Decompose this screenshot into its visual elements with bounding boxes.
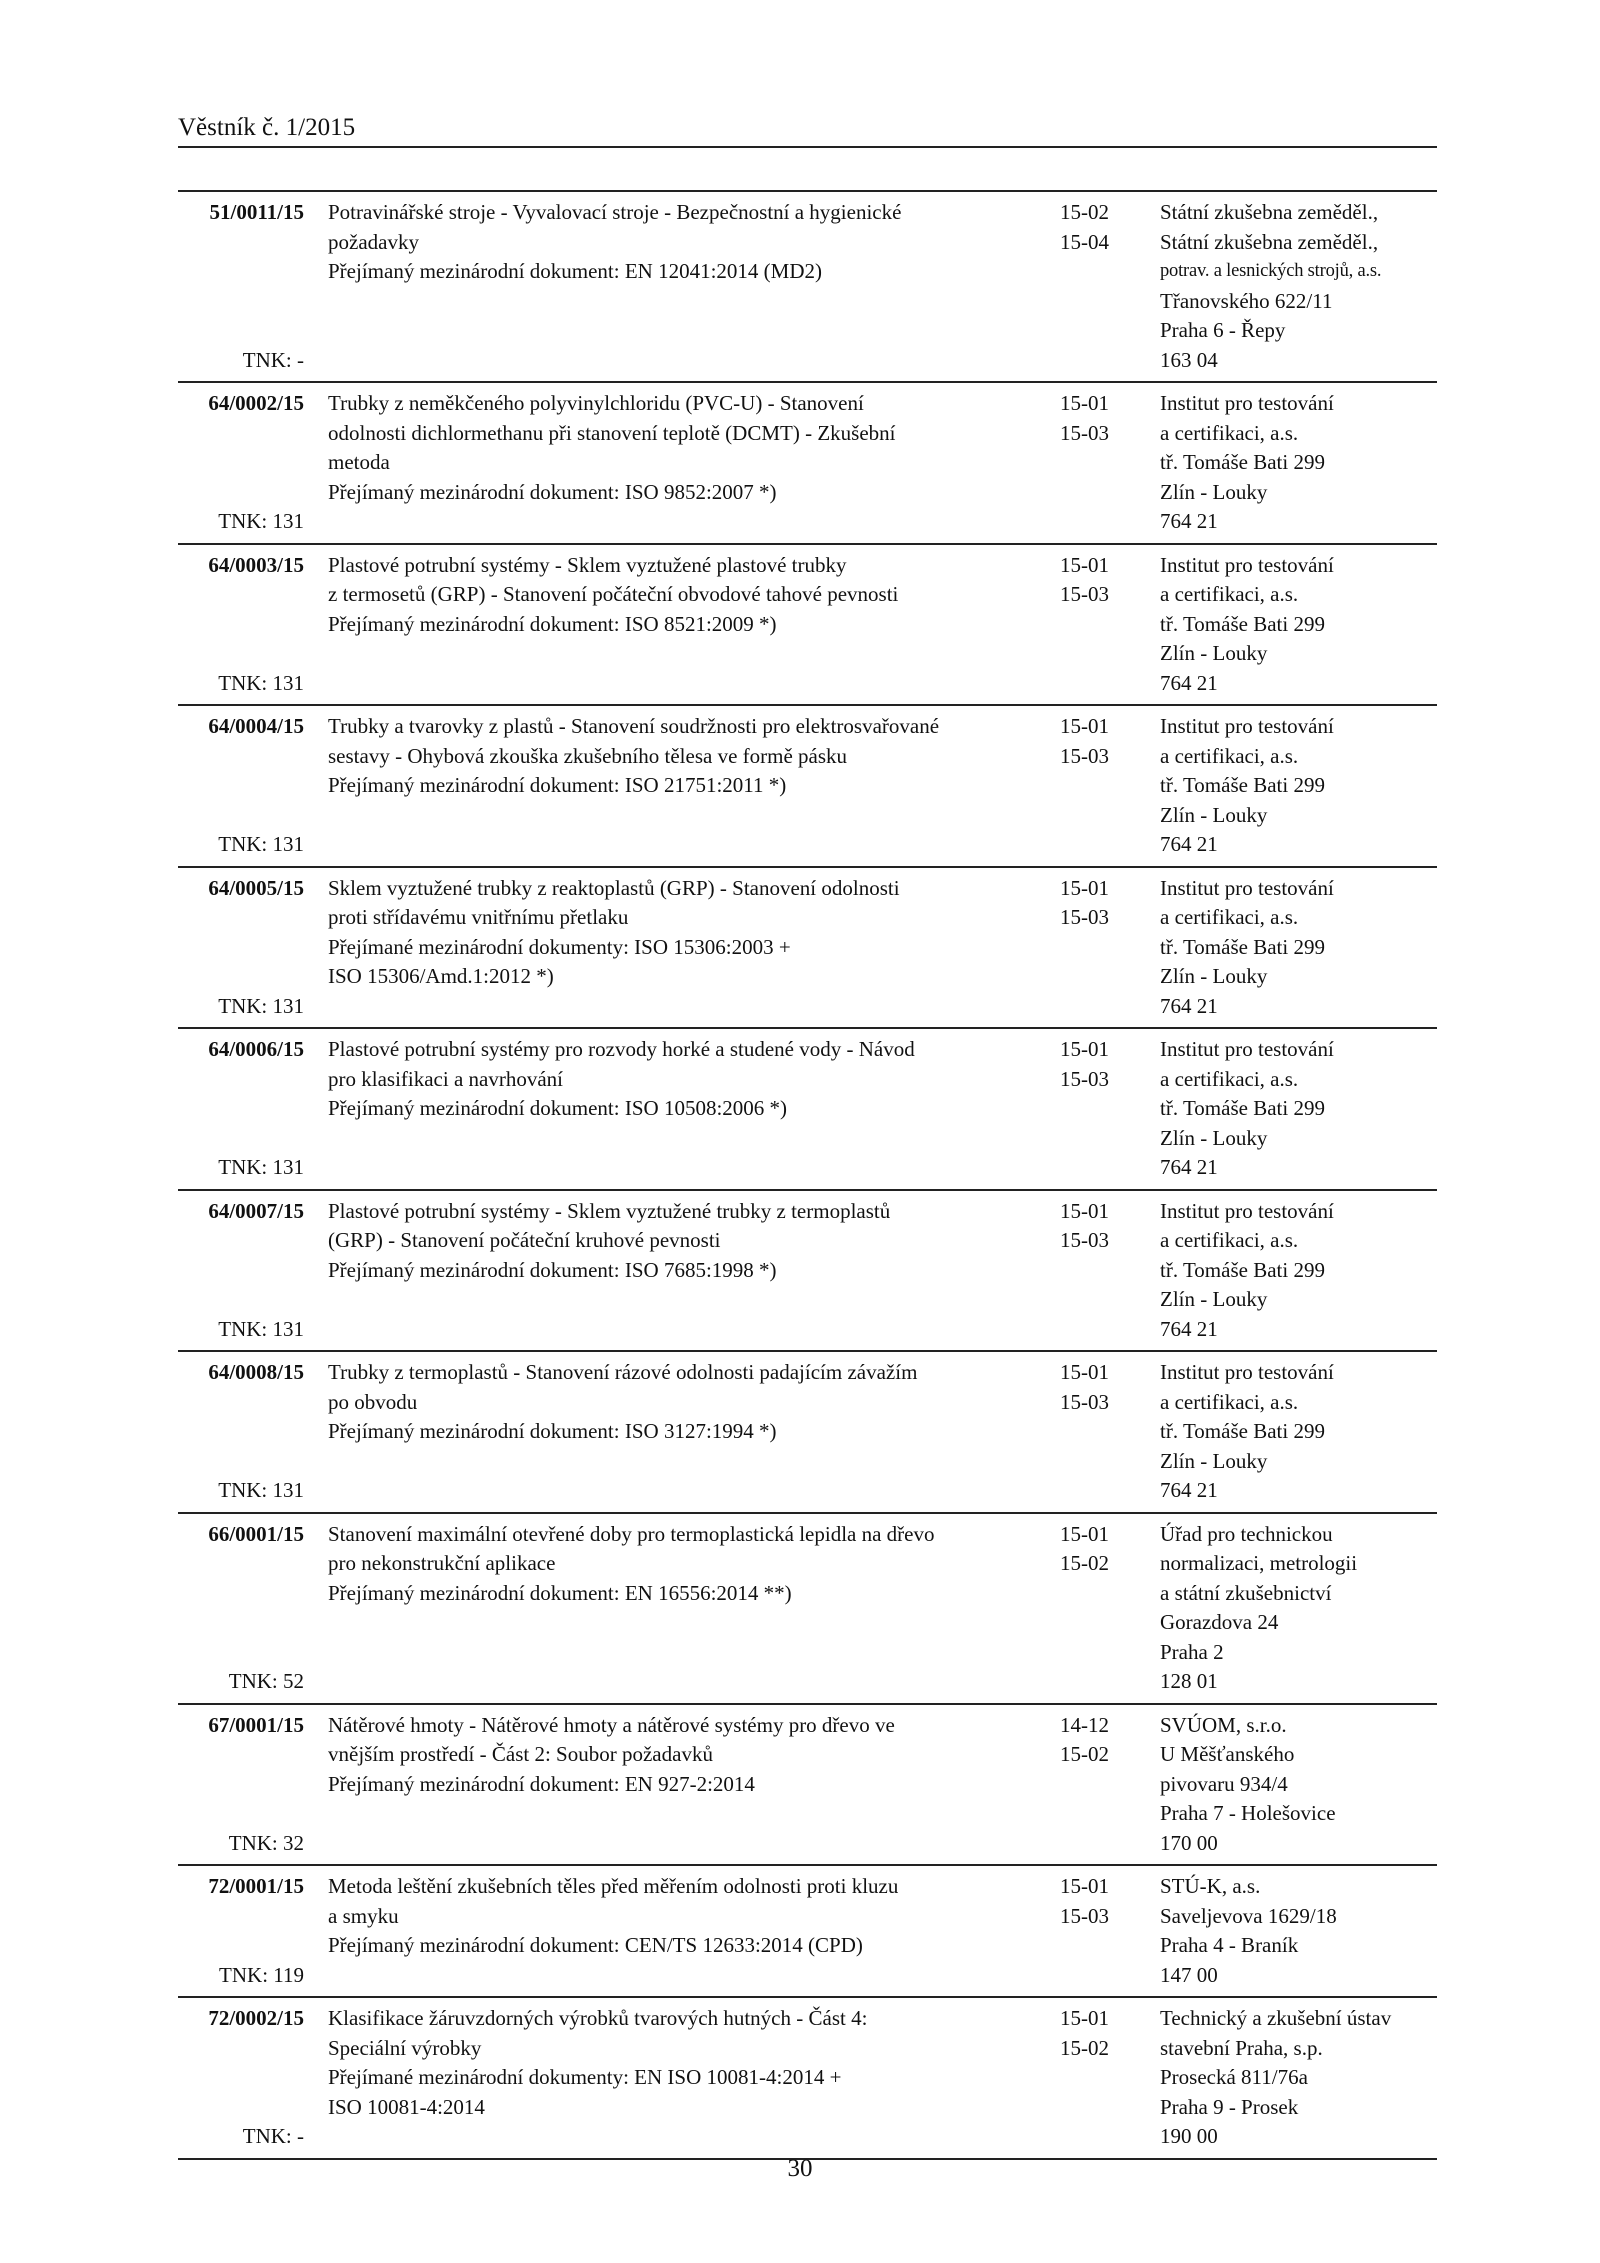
table-row bbox=[178, 1514, 1437, 1705]
address-line: 190 00 bbox=[1160, 2124, 1218, 2148]
title-line: Přejímaný mezinárodní dokument: ISO 10508:2006 *) bbox=[328, 1096, 788, 1120]
title-line: Trubky z termoplastů - Stanovení rázové odolnosti padajícím závažím bbox=[328, 1360, 918, 1384]
address-line: tř. Tomáše Bati 299 bbox=[1160, 1419, 1325, 1443]
address-line: potrav. a lesnických strojů, a.s. bbox=[1160, 261, 1382, 281]
date-value: 15-01 bbox=[1060, 2006, 1109, 2030]
address-line: Zlín - Louky bbox=[1160, 802, 1268, 827]
title-line: Trubky a tvarovky z plastů - Stanovení soudržnosti pro elektrosvařované bbox=[328, 714, 940, 738]
standard-title-cell bbox=[328, 1035, 1060, 1183]
address-line: 764 21 bbox=[1160, 670, 1218, 695]
address-line: Zlín - Louky bbox=[1160, 641, 1268, 665]
standard-title-cell bbox=[328, 874, 1060, 1022]
title-line: ISO 15306/Amd.1:2012 *) bbox=[328, 964, 554, 988]
page-header bbox=[178, 112, 1437, 148]
date-value: 15-03 bbox=[1060, 743, 1109, 768]
address-line: Institut pro testování bbox=[1160, 1198, 1334, 1223]
address-line: a státní zkušebnictví bbox=[1160, 1580, 1332, 1605]
date-value: 15-02 bbox=[1060, 1551, 1109, 1575]
address-line: Praha 7 - Holešovice bbox=[1160, 1801, 1336, 1825]
address-line: tř. Tomáše Bati 299 bbox=[1160, 773, 1325, 797]
standard-id-cell bbox=[178, 1520, 328, 1697]
standard-id-cell bbox=[178, 1197, 328, 1345]
address-line: Institut pro testování bbox=[1160, 714, 1334, 738]
title-line: proti střídavému vnitřnímu přetlaku bbox=[328, 905, 629, 929]
title-line: Speciální výrobky bbox=[328, 2035, 482, 2060]
tnk-label: TNK: 119 bbox=[219, 1962, 304, 1987]
processor-address-cell bbox=[1160, 712, 1437, 860]
processor-address-cell bbox=[1160, 2004, 1437, 2152]
date-value: 15-03 bbox=[1060, 1903, 1109, 1928]
address-line: Saveljevova 1629/18 bbox=[1160, 1903, 1337, 1928]
address-line: a certifikaci, a.s. bbox=[1160, 582, 1299, 606]
table-row bbox=[178, 1191, 1437, 1353]
dates-cell bbox=[1060, 874, 1160, 1022]
address-line: a certifikaci, a.s. bbox=[1160, 1228, 1299, 1252]
processor-address-cell bbox=[1160, 1197, 1437, 1345]
date-value: 15-03 bbox=[1060, 420, 1109, 445]
title-line: Přejímaný mezinárodní dokument: ISO 8521:2009 *) bbox=[328, 611, 777, 636]
tnk-label: TNK: 131 bbox=[218, 832, 304, 856]
address-line: Zlín - Louky bbox=[1160, 1287, 1268, 1311]
address-line: 764 21 bbox=[1160, 509, 1218, 533]
address-line: Úřad pro technickou bbox=[1160, 1521, 1333, 1546]
standard-number: 72/0001/15 bbox=[208, 1874, 304, 1898]
standard-id-cell bbox=[178, 1711, 328, 1859]
standard-title-cell bbox=[328, 1711, 1060, 1859]
dates-cell bbox=[1060, 1035, 1160, 1183]
dates-cell bbox=[1060, 1520, 1160, 1697]
standard-number: 51/0011/15 bbox=[209, 200, 304, 224]
title-line: ISO 10081-4:2014 bbox=[328, 2094, 485, 2119]
standard-title-cell bbox=[328, 1872, 1060, 1990]
title-line: Přejímané mezinárodní dokumenty: ISO 15306:2003 + bbox=[328, 934, 791, 959]
table-row bbox=[178, 383, 1437, 545]
dates-cell bbox=[1060, 551, 1160, 699]
tnk-label: TNK: 131 bbox=[218, 1478, 304, 1502]
standard-id-cell bbox=[178, 2004, 328, 2152]
standard-id-cell bbox=[178, 1872, 328, 1990]
table-row bbox=[178, 1352, 1437, 1514]
title-line: pro nekonstrukční aplikace bbox=[328, 1551, 556, 1575]
table-row bbox=[178, 1705, 1437, 1867]
address-line: normalizaci, metrologii bbox=[1160, 1551, 1358, 1575]
processor-address-cell bbox=[1160, 551, 1437, 699]
standard-number: 64/0007/15 bbox=[208, 1198, 304, 1223]
title-line: Plastové potrubní systémy - Sklem vyztužené trubky z termoplastů bbox=[328, 1198, 891, 1223]
address-line: Státní zkušebna zeměděl., bbox=[1160, 200, 1379, 224]
title-line: metoda bbox=[328, 450, 390, 474]
address-line: tř. Tomáše Bati 299 bbox=[1160, 611, 1325, 636]
address-line: Praha 6 - Řepy bbox=[1160, 318, 1286, 342]
standard-id-cell bbox=[178, 389, 328, 537]
tnk-label: TNK: - bbox=[242, 347, 304, 372]
title-line: Přejímaný mezinárodní dokument: ISO 9852:2007 *) bbox=[328, 479, 777, 504]
address-line: Zlín - Louky bbox=[1160, 479, 1268, 504]
title-line: Přejímaný mezinárodní dokument: CEN/TS 12633:2014 (CPD) bbox=[328, 1933, 863, 1957]
address-line: Státní zkušebna zeměděl., bbox=[1160, 229, 1379, 254]
address-line: a certifikaci, a.s. bbox=[1160, 1066, 1299, 1091]
address-line: Praha 2 bbox=[1160, 1639, 1224, 1664]
tnk-label: TNK: - bbox=[242, 2124, 304, 2148]
address-line: tř. Tomáše Bati 299 bbox=[1160, 450, 1325, 474]
title-line: Přejímaný mezinárodní dokument: EN 927-2:2014 bbox=[328, 1771, 755, 1796]
tnk-label: TNK: 52 bbox=[228, 1669, 304, 1693]
processor-address-cell bbox=[1160, 1711, 1437, 1859]
address-line: SVÚOM, s.r.o. bbox=[1160, 1712, 1287, 1737]
address-line: 764 21 bbox=[1160, 1478, 1218, 1502]
date-value: 15-03 bbox=[1060, 582, 1109, 606]
address-line: Praha 4 - Braník bbox=[1160, 1933, 1299, 1957]
address-line: U Měšťanského bbox=[1160, 1742, 1295, 1766]
processor-address-cell bbox=[1160, 1872, 1437, 1990]
address-line: tř. Tomáše Bati 299 bbox=[1160, 934, 1325, 959]
standard-number: 67/0001/15 bbox=[208, 1712, 304, 1737]
address-line: pivovaru 934/4 bbox=[1160, 1771, 1288, 1796]
table-row bbox=[178, 1029, 1437, 1191]
title-line: Přejímaný mezinárodní dokument: EN 12041:2014 (MD2) bbox=[328, 259, 823, 283]
standard-title-cell bbox=[328, 551, 1060, 699]
dates-cell bbox=[1060, 198, 1160, 375]
title-line: sestavy - Ohybová zkouška zkušebního tělesa ve formě pásku bbox=[328, 743, 848, 768]
address-line: 128 01 bbox=[1160, 1669, 1218, 1693]
standard-number: 66/0001/15 bbox=[208, 1521, 304, 1546]
title-line: pro klasifikaci a navrhování bbox=[328, 1066, 563, 1091]
date-value: 15-01 bbox=[1060, 714, 1109, 738]
address-line: tř. Tomáše Bati 299 bbox=[1160, 1096, 1325, 1120]
date-value: 15-01 bbox=[1060, 391, 1109, 415]
date-value: 15-01 bbox=[1060, 875, 1109, 900]
dates-cell bbox=[1060, 2004, 1160, 2152]
dates-cell bbox=[1060, 1711, 1160, 1859]
tnk-label: TNK: 131 bbox=[218, 509, 304, 533]
standard-id-cell bbox=[178, 874, 328, 1022]
standard-id-cell bbox=[178, 1358, 328, 1506]
address-line: Institut pro testování bbox=[1160, 552, 1334, 577]
standard-title-cell bbox=[328, 1197, 1060, 1345]
standard-number: 64/0006/15 bbox=[208, 1037, 304, 1061]
standard-title-cell bbox=[328, 1358, 1060, 1506]
address-line: Institut pro testování bbox=[1160, 1360, 1334, 1384]
title-line: Přejímaný mezinárodní dokument: ISO 21751:2011 *) bbox=[328, 773, 787, 797]
date-value: 15-03 bbox=[1060, 905, 1109, 929]
standard-title-cell bbox=[328, 2004, 1060, 2152]
date-value: 15-03 bbox=[1060, 1066, 1109, 1091]
processor-address-cell bbox=[1160, 1358, 1437, 1506]
standard-id-cell bbox=[178, 1035, 328, 1183]
title-line: Sklem vyztužené trubky z reaktoplastů (GRP) - Stanovení odolnosti bbox=[328, 875, 900, 900]
dates-cell bbox=[1060, 1197, 1160, 1345]
address-line: a certifikaci, a.s. bbox=[1160, 420, 1299, 445]
standard-id-cell bbox=[178, 712, 328, 860]
standard-title-cell bbox=[328, 712, 1060, 860]
standard-number: 64/0003/15 bbox=[208, 552, 304, 577]
title-line: Metoda leštění zkušebních těles před měřením odolnosti proti kluzu bbox=[328, 1874, 899, 1898]
journal-title: Věstník č. 1/2015 bbox=[178, 114, 356, 141]
tnk-label: TNK: 131 bbox=[218, 670, 304, 695]
tnk-label: TNK: 131 bbox=[218, 1155, 304, 1179]
standard-title-cell bbox=[328, 1520, 1060, 1697]
standard-title-cell bbox=[328, 389, 1060, 537]
date-value: 15-01 bbox=[1060, 1874, 1109, 1898]
title-line: Stanovení maximální otevřené doby pro termoplastická lepidla na dřevo bbox=[328, 1521, 935, 1546]
address-line: 764 21 bbox=[1160, 1316, 1218, 1341]
title-line: Potravinářské stroje - Vyvalovací stroje - Bezpečnostní a hygienické bbox=[328, 200, 902, 224]
standard-title-cell bbox=[328, 198, 1060, 375]
date-value: 15-04 bbox=[1060, 229, 1109, 254]
address-line: Institut pro testování bbox=[1160, 875, 1334, 900]
title-line: Přejímaný mezinárodní dokument: EN 16556:2014 **) bbox=[328, 1580, 792, 1605]
address-line: 163 04 bbox=[1160, 347, 1218, 372]
date-value: 15-03 bbox=[1060, 1389, 1109, 1414]
address-line: tř. Tomáše Bati 299 bbox=[1160, 1257, 1325, 1282]
address-line: Zlín - Louky bbox=[1160, 1125, 1268, 1150]
table-row bbox=[178, 192, 1437, 383]
address-line: Gorazdova 24 bbox=[1160, 1610, 1279, 1634]
dates-cell bbox=[1060, 389, 1160, 537]
date-value: 15-01 bbox=[1060, 1037, 1109, 1061]
address-line: a certifikaci, a.s. bbox=[1160, 1389, 1299, 1414]
processor-address-cell bbox=[1160, 198, 1437, 375]
standard-number: 72/0002/15 bbox=[208, 2006, 304, 2030]
address-line: 764 21 bbox=[1160, 1155, 1218, 1179]
address-line: Zlín - Louky bbox=[1160, 964, 1268, 988]
table-row bbox=[178, 1866, 1437, 1998]
standard-number: 64/0002/15 bbox=[208, 391, 304, 415]
address-line: Třanovského 622/11 bbox=[1160, 288, 1333, 313]
address-line: a certifikaci, a.s. bbox=[1160, 905, 1299, 929]
processor-address-cell bbox=[1160, 389, 1437, 537]
address-line: Prosecká 811/76a bbox=[1160, 2065, 1308, 2089]
title-line: a smyku bbox=[328, 1903, 399, 1928]
dates-cell bbox=[1060, 712, 1160, 860]
table-row bbox=[178, 1998, 1437, 2160]
date-value: 14-12 bbox=[1060, 1712, 1109, 1737]
title-line: Přejímaný mezinárodní dokument: ISO 7685:1998 *) bbox=[328, 1257, 777, 1282]
address-line: Institut pro testování bbox=[1160, 391, 1334, 415]
title-line: vnějším prostředí - Část 2: Soubor požadavků bbox=[328, 1742, 713, 1766]
title-line: po obvodu bbox=[328, 1389, 418, 1414]
date-value: 15-03 bbox=[1060, 1228, 1109, 1252]
tnk-label: TNK: 131 bbox=[218, 993, 304, 1018]
table-row bbox=[178, 545, 1437, 707]
title-line: požadavky bbox=[328, 229, 419, 254]
address-line: 170 00 bbox=[1160, 1830, 1218, 1855]
title-line: (GRP) - Stanovení počáteční kruhové pevnosti bbox=[328, 1228, 721, 1252]
processor-address-cell bbox=[1160, 1520, 1437, 1697]
date-value: 15-02 bbox=[1060, 1742, 1109, 1766]
date-value: 15-01 bbox=[1060, 552, 1109, 577]
date-value: 15-01 bbox=[1060, 1198, 1109, 1223]
title-line: Přejímané mezinárodní dokumenty: EN ISO 10081-4:2014 + bbox=[328, 2065, 842, 2089]
title-line: Plastové potrubní systémy pro rozvody horké a studené vody - Návod bbox=[328, 1037, 915, 1061]
date-value: 15-02 bbox=[1060, 200, 1109, 224]
tnk-label: TNK: 32 bbox=[228, 1830, 304, 1855]
title-line: Přejímaný mezinárodní dokument: ISO 3127:1994 *) bbox=[328, 1419, 777, 1443]
processor-address-cell bbox=[1160, 874, 1437, 1022]
title-line: Nátěrové hmoty - Nátěrové hmoty a nátěrové systémy pro dřevo ve bbox=[328, 1712, 895, 1737]
title-line: z termosetů (GRP) - Stanovení počáteční obvodové tahové pevnosti bbox=[328, 582, 899, 606]
address-line: 764 21 bbox=[1160, 832, 1218, 856]
address-line: Institut pro testování bbox=[1160, 1037, 1334, 1061]
address-line: stavební Praha, s.p. bbox=[1160, 2035, 1323, 2060]
tnk-label: TNK: 131 bbox=[218, 1316, 304, 1341]
date-value: 15-01 bbox=[1060, 1360, 1109, 1384]
address-line: a certifikaci, a.s. bbox=[1160, 743, 1299, 768]
page-number: 30 bbox=[787, 2155, 813, 2182]
address-line: STÚ-K, a.s. bbox=[1160, 1874, 1261, 1898]
title-line: Klasifikace žáruvzdorných výrobků tvarových hutných - Část 4: bbox=[328, 2006, 868, 2030]
title-line: Trubky z neměkčeného polyvinylchloridu (PVC-U) - Stanovení bbox=[328, 391, 864, 415]
title-line: Plastové potrubní systémy - Sklem vyztužené plastové trubky bbox=[328, 552, 847, 577]
title-line: odolnosti dichlormethanu při stanovení teplotě (DCMT) - Zkušební bbox=[328, 420, 896, 445]
table-row bbox=[178, 706, 1437, 868]
standard-id-cell bbox=[178, 198, 328, 375]
standard-id-cell bbox=[178, 551, 328, 699]
standard-number: 64/0005/15 bbox=[208, 875, 304, 900]
dates-cell bbox=[1060, 1358, 1160, 1506]
address-line: Zlín - Louky bbox=[1160, 1448, 1268, 1473]
dates-cell bbox=[1060, 1872, 1160, 1990]
date-value: 15-02 bbox=[1060, 2035, 1109, 2060]
date-value: 15-01 bbox=[1060, 1521, 1109, 1546]
processor-address-cell bbox=[1160, 1035, 1437, 1183]
address-line: 764 21 bbox=[1160, 993, 1218, 1018]
table-row bbox=[178, 868, 1437, 1030]
standard-number: 64/0004/15 bbox=[208, 714, 304, 738]
standard-number: 64/0008/15 bbox=[208, 1360, 304, 1384]
address-line: Technický a zkušební ústav bbox=[1160, 2006, 1392, 2030]
standards-table bbox=[178, 190, 1437, 2160]
address-line: 147 00 bbox=[1160, 1962, 1218, 1987]
address-line: Praha 9 - Prosek bbox=[1160, 2094, 1299, 2119]
